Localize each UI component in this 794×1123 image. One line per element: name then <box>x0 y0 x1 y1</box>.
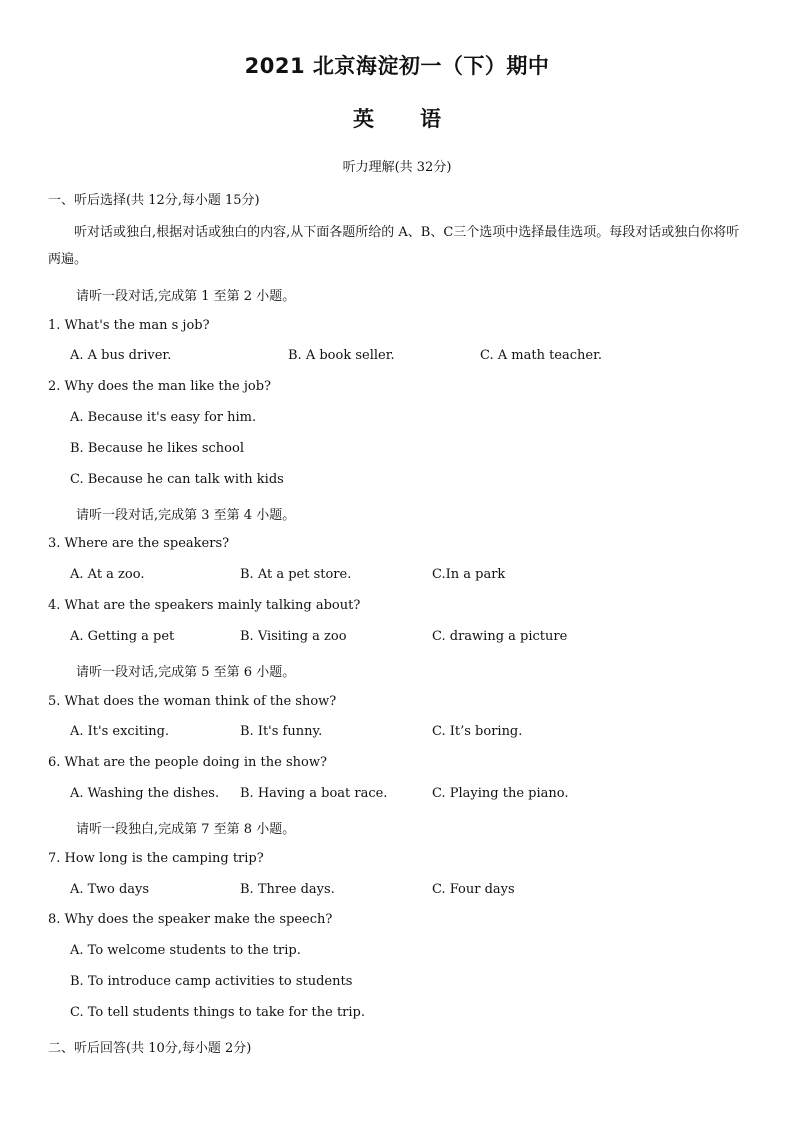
question-6: 6. What are the people doing in the show? <box>48 755 327 770</box>
question-7: 7. How long is the camping trip? <box>48 851 264 866</box>
sub-instruction-1: 请听一段对话,完成第 1 至第 2 小题。 <box>76 289 296 304</box>
subject-char-1: 英 <box>353 107 374 131</box>
section-2-heading: 二、听后回答(共 10分,每小题 2分) <box>48 1041 252 1056</box>
q8-option-b: B. To introduce camp activities to students <box>70 974 353 989</box>
q6-option-a: A. Washing the dishes. <box>70 786 220 801</box>
q7-option-b: B. Three days. <box>240 882 335 897</box>
question-3: 3. Where are the speakers? <box>48 536 230 551</box>
q5-option-c: C. It’s boring. <box>432 724 523 739</box>
q8-option-c: C. To tell students things to take for the trip. <box>70 1005 365 1020</box>
q2-option-a: A. Because it's easy for him. <box>70 410 257 425</box>
q6-option-b: B. Having a boat race. <box>240 786 388 801</box>
q4-option-b: B. Visiting a zoo <box>240 629 347 644</box>
q6-option-c: C. Playing the piano. <box>432 786 569 801</box>
question-8: 8. Why does the speaker make the speech? <box>48 912 333 927</box>
q4-option-c: C. drawing a picture <box>432 629 568 644</box>
question-1: 1. What's the man s job? <box>48 318 210 333</box>
q3-option-b: B. At a pet store. <box>240 567 352 582</box>
q3-option-a: A. At a zoo. <box>70 567 145 582</box>
q3-option-c: C.In a park <box>432 567 506 582</box>
subject-title <box>0 103 794 133</box>
section-1-instruction: 听对话或独白,根据对话或独白的内容,从下面各题所给的 A、B、C三个选项中选择最佳选项。每段对话或独白你将听两遍。 <box>48 225 740 267</box>
question-5: 5. What does the woman think of the show? <box>48 694 337 709</box>
section-1-heading: 一、听后选择(共 12分,每小题 15分) <box>48 193 260 208</box>
sub-instruction-4: 请听一段独白,完成第 7 至第 8 小题。 <box>76 822 296 837</box>
part-title: 听力理解(共 32分) <box>342 160 452 175</box>
q4-option-a: A. Getting a pet <box>70 629 175 644</box>
q8-option-a: A. To welcome students to the trip. <box>70 943 301 958</box>
question-4: 4. What are the speakers mainly talking about? <box>48 598 361 613</box>
q2-option-c: C. Because he can talk with kids <box>70 472 284 487</box>
q1-option-a: A. A bus driver. <box>70 348 172 363</box>
q7-option-c: C. Four days <box>432 882 515 897</box>
q2-option-b: B. Because he likes school <box>70 441 244 456</box>
subject-char-2: 语 <box>420 107 441 131</box>
q1-option-c: C. A math teacher. <box>480 348 603 363</box>
question-2: 2. Why does the man like the job? <box>48 379 271 394</box>
q1-option-b: B. A book seller. <box>288 348 395 363</box>
q7-option-a: A. Two days <box>70 882 150 897</box>
sub-instruction-3: 请听一段对话,完成第 5 至第 6 小题。 <box>76 665 296 680</box>
exam-title: 2021 北京海淀初一（下）期中 <box>244 54 550 78</box>
q5-option-b: B. It's funny. <box>240 724 323 739</box>
sub-instruction-2: 请听一段对话,完成第 3 至第 4 小题。 <box>76 508 296 523</box>
q5-option-a: A. It's exciting. <box>70 724 170 739</box>
